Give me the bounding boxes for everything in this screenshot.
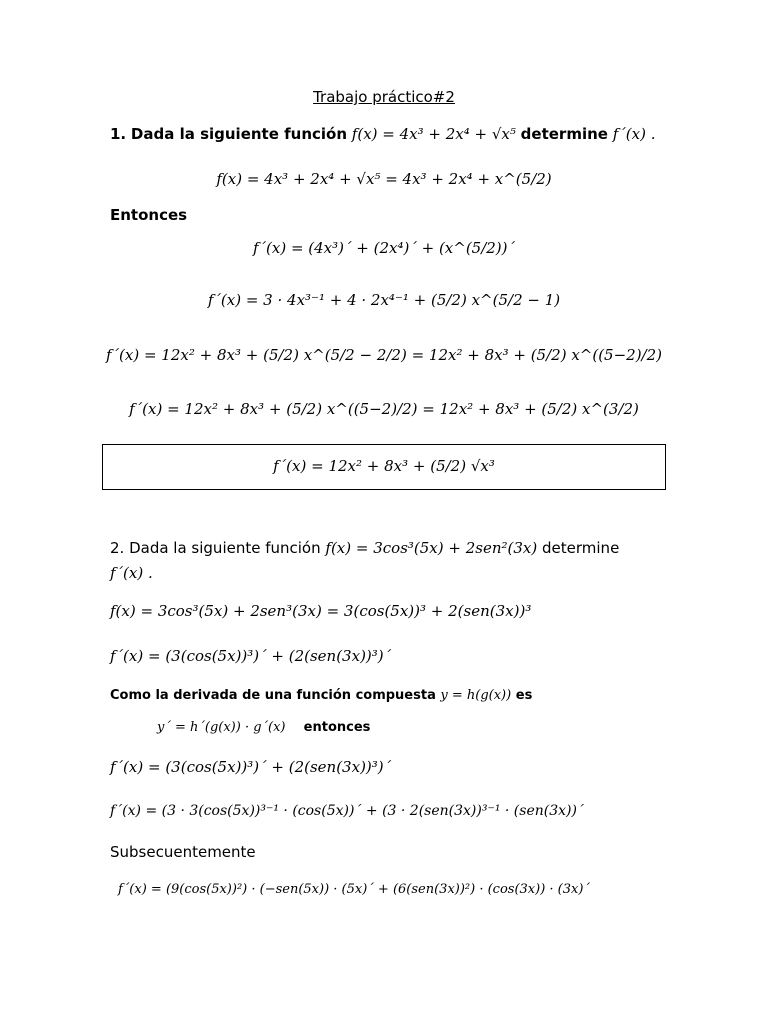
problem-2-function: f(x) = 3cos³(5x) + 2sen²(3x)	[325, 539, 538, 557]
problem-1-entonces: Entonces	[110, 206, 188, 224]
problem-1-function: f(x) = 4x³ + 2x⁴ + √x⁵	[351, 125, 516, 143]
problem-2-statement	[110, 541, 619, 556]
problem-1-number: 1.	[110, 125, 127, 143]
problem-2-prompt: 2. Dada la siguiente función	[110, 539, 321, 557]
problem-1-rewrite: f(x) = 4x³ + 2x⁴ + √x⁵ = 4x³ + 2x⁴ + x^(5/2)	[216, 170, 552, 188]
problem-2-step-4: f´(x) = (9(cos(5x))²) · (−sen(5x)) · (5x)´ + (6(sen(3x))²) · (cos(3x)) · (3x)´	[118, 882, 590, 897]
chain-rule-es: es	[515, 688, 533, 703]
problem-1-step-2: f´(x) = 3 · 4x³⁻¹ + 4 · 2x⁴⁻¹ + (5/2) x^(5/2 − 1)	[207, 291, 561, 309]
chain-rule-then: entonces	[303, 720, 371, 735]
problem-1-prompt: Dada la siguiente función	[130, 125, 348, 143]
problem-2-target: f´(x) .	[110, 564, 153, 582]
problem-2-subsecuentemente: Subsecuentemente	[110, 843, 256, 861]
problem-1-step-3: f´(x) = 12x² + 8x³ + (5/2) x^(5/2 − 2/2) = 12x² + 8x³ + (5/2) x^((5−2)/2)	[105, 346, 663, 364]
page-title: Trabajo práctico#2	[313, 88, 455, 106]
chain-rule-expression: y´ = h´(g(x)) · g´(x)	[157, 720, 286, 735]
problem-1-step-1: f´(x) = (4x³)´ + (2x⁴)´ + (x^(5/2))´	[252, 239, 516, 257]
problem-1-target: f´(x) .	[612, 125, 656, 143]
problem-2-step-2: f´(x) = (3(cos(5x))³)´ + (2(sen(3x))³)´	[110, 758, 392, 776]
problem-2-step-1: f´(x) = (3(cos(5x))³)´ + (2(sen(3x))³)´	[110, 647, 392, 665]
problem-1-result: f´(x) = 12x² + 8x³ + (5/2) √x³	[273, 457, 495, 475]
problem-1-determine: determine	[520, 125, 608, 143]
problem-1-step-4: f´(x) = 12x² + 8x³ + (5/2) x^((5−2)/2) = 12x² + 8x³ + (5/2) x^(3/2)	[129, 400, 639, 418]
chain-rule-function: y = h(g(x))	[440, 688, 512, 703]
chain-rule-formula	[157, 721, 370, 734]
chain-rule-intro-text: Como la derivada de una función compuesta	[110, 688, 436, 703]
problem-2-determine: determine	[542, 539, 620, 557]
chain-rule-intro	[110, 689, 532, 702]
problem-1-statement	[110, 127, 656, 142]
problem-2-step-3: f´(x) = (3 · 3(cos(5x))³⁻¹ · (cos(5x))´ + (3 · 2(sen(3x))³⁻¹ · (sen(3x))´	[110, 803, 584, 819]
problem-2-rewrite: f(x) = 3cos³(5x) + 2sen³(3x) = 3(cos(5x))³ + 2(sen(3x))³	[110, 602, 532, 620]
